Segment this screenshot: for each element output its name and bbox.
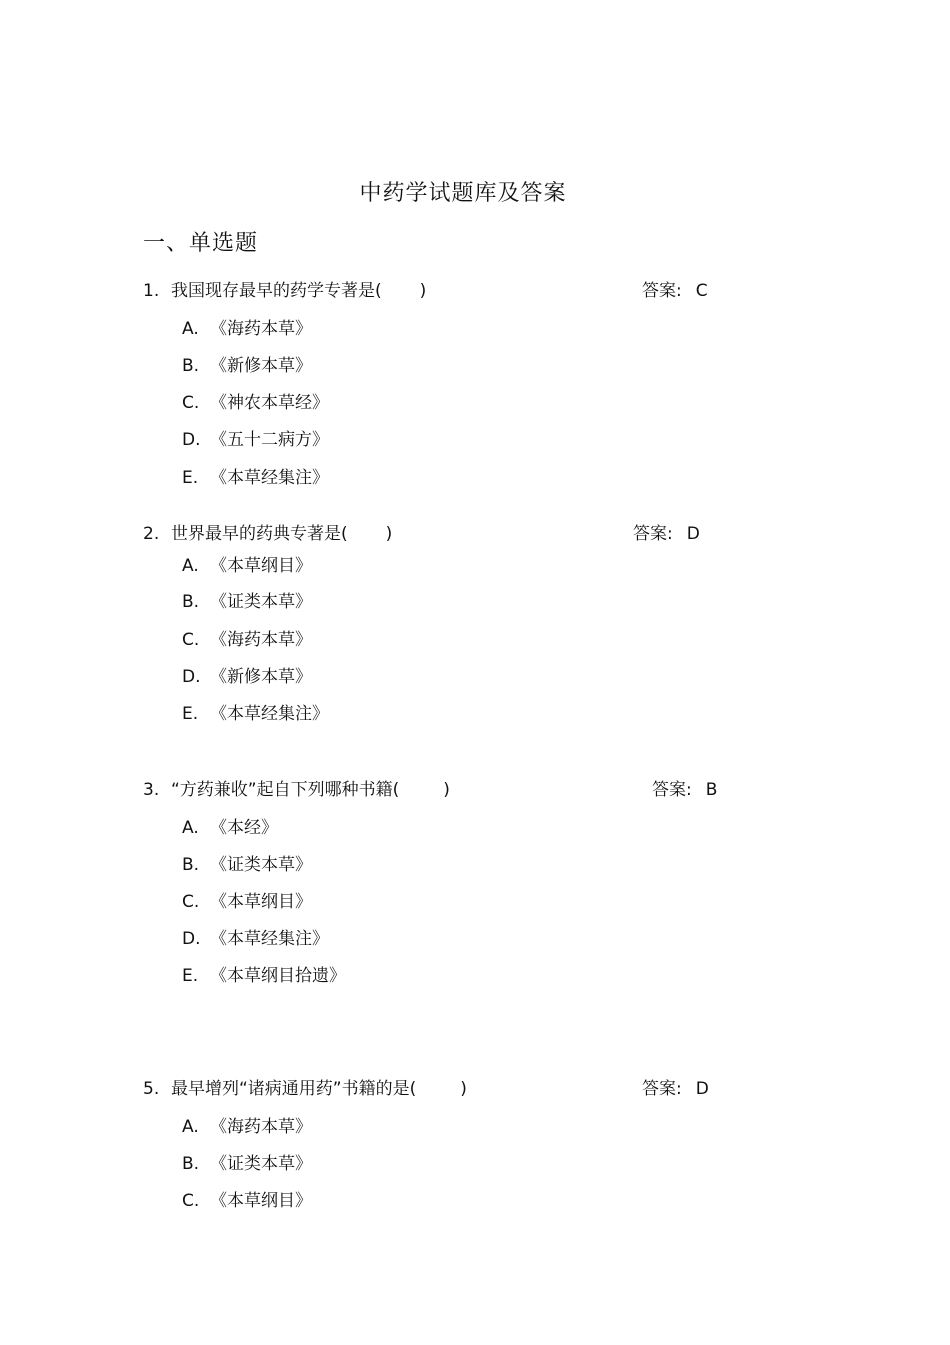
- question-5-option-c: [182, 1186, 312, 1211]
- answer-label: 答案:: [642, 281, 682, 301]
- question-number: 5.: [143, 1079, 160, 1099]
- question-3-answer: [652, 775, 717, 800]
- answer-paren-open: (: [392, 780, 400, 800]
- option-text: 《海药本草》: [210, 319, 312, 339]
- answer-paren-open: (: [341, 524, 348, 544]
- question-2-stem: [143, 519, 392, 544]
- option-letter: C.: [182, 892, 200, 912]
- question-5-option-a: [182, 1112, 312, 1137]
- question-1-option-a: [182, 314, 312, 339]
- question-1-option-d: [182, 425, 329, 450]
- question-1-stem: [143, 276, 426, 301]
- answer-paren-close: ): [443, 780, 450, 800]
- answer-paren-close: ): [419, 281, 427, 301]
- option-text: 《海药本草》: [210, 630, 312, 650]
- option-letter: D.: [182, 430, 201, 450]
- option-text: 《本草纲目》: [210, 556, 312, 576]
- answer-value: D: [686, 524, 700, 544]
- option-letter: C.: [182, 393, 200, 413]
- answer-label: 答案:: [633, 524, 673, 544]
- question-2-option-d: [182, 662, 312, 687]
- option-letter: B.: [182, 592, 200, 612]
- question-1-option-b: [182, 351, 312, 376]
- option-text: 《五十二病方》: [210, 430, 329, 450]
- option-text: 《证类本草》: [210, 592, 312, 612]
- option-letter: E.: [182, 966, 199, 986]
- option-letter: C.: [182, 630, 200, 650]
- option-text: 《证类本草》: [210, 855, 312, 875]
- option-text: 《新修本草》: [210, 356, 312, 376]
- question-text: 最早增列“诸病通用药”书籍的是: [171, 1079, 410, 1099]
- option-letter: A.: [182, 818, 199, 838]
- question-3-option-b: [182, 850, 312, 875]
- question-5-option-b: [182, 1149, 312, 1174]
- option-text: 《神农本草经》: [210, 393, 329, 413]
- option-letter: E.: [182, 468, 199, 488]
- question-3-option-c: [182, 887, 312, 912]
- document-title: 中药学试题库及答案: [359, 181, 567, 206]
- option-text: 《新修本草》: [210, 667, 312, 687]
- option-text: 《本草经集注》: [210, 704, 329, 724]
- question-text: “方药兼收”起自下列哪种书籍: [171, 780, 393, 800]
- question-number: 3.: [143, 780, 160, 800]
- question-1-option-e: [182, 463, 329, 488]
- answer-value: B: [705, 780, 718, 800]
- question-number: 1.: [143, 281, 160, 301]
- question-5-answer: [642, 1074, 709, 1099]
- option-letter: B.: [182, 356, 200, 376]
- question-number: 2.: [143, 524, 160, 544]
- option-letter: D.: [182, 929, 201, 949]
- option-text: 《本经》: [210, 818, 278, 838]
- question-2-option-e: [182, 699, 329, 724]
- question-2-option-a: [182, 551, 312, 576]
- answer-paren-open: (: [409, 1079, 417, 1099]
- option-letter: A.: [182, 556, 199, 576]
- question-1-answer: [642, 276, 708, 301]
- question-3-option-d: [182, 924, 329, 949]
- option-text: 《证类本草》: [210, 1154, 312, 1174]
- option-letter: B.: [182, 855, 200, 875]
- option-text: 《海药本草》: [210, 1117, 312, 1137]
- option-letter: A.: [182, 319, 199, 339]
- answer-paren-close: ): [460, 1079, 467, 1099]
- answer-paren-open: (: [375, 281, 382, 301]
- question-text: 我国现存最早的药学专著是: [171, 281, 375, 301]
- option-letter: E.: [182, 704, 199, 724]
- question-2-option-b: [182, 587, 312, 612]
- answer-label: 答案:: [642, 1079, 682, 1099]
- answer-paren-close: ): [385, 524, 393, 544]
- question-5-stem: [143, 1074, 467, 1099]
- question-2-answer: [633, 519, 700, 544]
- answer-value: C: [695, 281, 708, 301]
- answer-label: 答案:: [652, 780, 692, 800]
- option-letter: B.: [182, 1154, 200, 1174]
- option-letter: C.: [182, 1191, 200, 1211]
- option-text: 《本草纲目拾遗》: [210, 966, 346, 986]
- option-text: 《本草经集注》: [210, 468, 329, 488]
- question-2-option-c: [182, 625, 312, 650]
- question-3-stem: [143, 775, 450, 800]
- question-3-option-a: [182, 813, 278, 838]
- question-1-option-c: [182, 388, 329, 413]
- question-text: 世界最早的药典专著是: [171, 524, 341, 544]
- option-letter: D.: [182, 667, 201, 687]
- answer-value: D: [695, 1079, 709, 1099]
- option-text: 《本草经集注》: [210, 929, 329, 949]
- option-text: 《本草纲目》: [210, 1191, 312, 1211]
- section-heading: 一、单选题: [143, 231, 259, 256]
- question-3-option-e: [182, 961, 346, 986]
- option-letter: A.: [182, 1117, 199, 1137]
- option-text: 《本草纲目》: [210, 892, 312, 912]
